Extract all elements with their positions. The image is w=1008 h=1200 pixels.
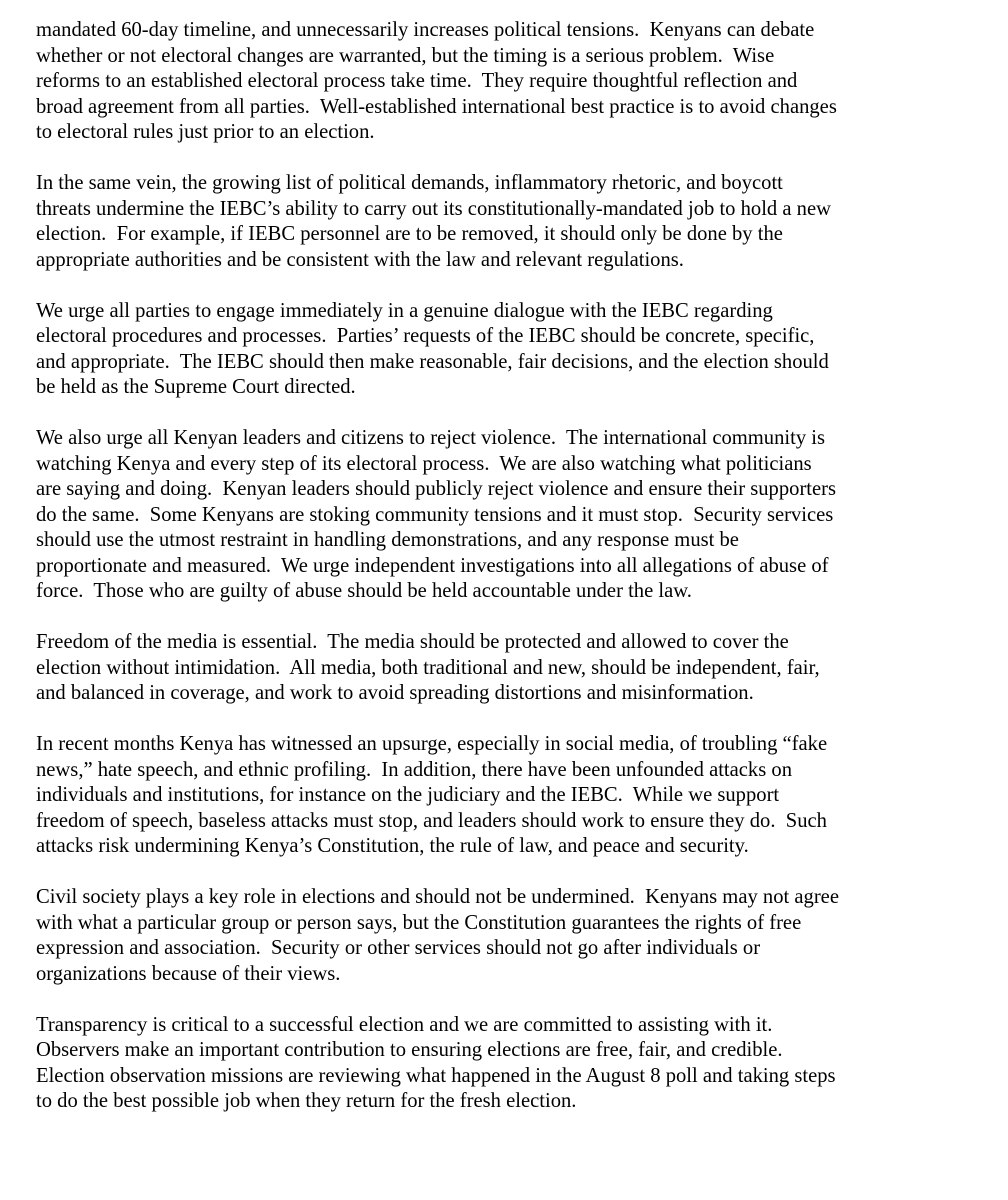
text-line: election. For example, if IEBC personnel are to be removed, it should only be done by the xyxy=(36,223,783,245)
text-line: We urge all parties to engage immediately in a genuine dialogue with the IEBC regarding xyxy=(36,299,773,322)
text-line: Transparency is critical to a successful election and we are committed to assisting with it. xyxy=(36,1013,773,1036)
text-line: force. Those who are guilty of abuse should be held accountable under the law. xyxy=(36,580,692,602)
document-page xyxy=(36,18,996,1115)
text-line: attacks risk undermining Kenya’s Constitution, the rule of law, and peace and security. xyxy=(36,835,749,857)
text-line: Freedom of the media is essential. The media should be protected and allowed to cover the xyxy=(36,631,789,653)
text-line: and balanced in coverage, and work to avoid spreading distortions and misinformation. xyxy=(36,682,754,704)
text-line: expression and association. Security or other services should not go after individuals or xyxy=(36,937,761,959)
paragraph-political-demands xyxy=(36,171,996,273)
text-line: reforms to an established electoral process take time. They require thoughtful reflection and xyxy=(36,70,798,92)
paragraph-transparency xyxy=(36,1013,996,1115)
text-line: In the same vein, the growing list of political demands, inflammatory rhetoric, and boycott xyxy=(36,172,783,194)
paragraph-gap xyxy=(36,707,996,733)
text-line: with what a particular group or person says, but the Constitution guarantees the rights of free xyxy=(36,911,802,934)
text-line: freedom of speech, baseless attacks must stop, and leaders should work to ensure they do. Such xyxy=(36,809,827,832)
text-line: Election observation missions are reviewing what happened in the August 8 poll and taking steps xyxy=(36,1064,836,1087)
paragraph-reject-violence xyxy=(36,426,996,605)
text-line: Civil society plays a key role in elections and should not be undermined. Kenyans may not agree xyxy=(36,886,839,908)
text-line: individuals and institutions, for instance on the judiciary and the IEBC. While we support xyxy=(36,784,780,806)
paragraph-gap xyxy=(36,401,996,427)
paragraph-civil-society xyxy=(36,885,996,987)
paragraph-dialogue xyxy=(36,299,996,401)
text-line: threats undermine the IEBC’s ability to carry out its constitutionally-mandated job to hold a new xyxy=(36,197,831,220)
paragraph-gap xyxy=(36,987,996,1013)
paragraph-fake-news xyxy=(36,732,996,860)
paragraph-media-freedom xyxy=(36,630,996,707)
text-line: We also urge all Kenyan leaders and citizens to reject violence. The international community is xyxy=(36,427,826,449)
paragraph-gap xyxy=(36,605,996,631)
text-line: In recent months Kenya has witnessed an upsurge, especially in social media, of troubling “fake xyxy=(36,733,828,755)
text-line: mandated 60-day timeline, and unnecessarily increases political tensions. Kenyans can debate xyxy=(36,19,815,41)
text-line: watching Kenya and every step of its electoral process. We are also watching what politicians xyxy=(36,452,812,475)
text-line: are saying and doing. Kenyan leaders should publicly reject violence and ensure their supporters xyxy=(36,478,837,500)
text-line: election without intimidation. All media, both traditional and new, should be independent, fair, xyxy=(36,656,820,679)
text-line: broad agreement from all parties. Well-established international best practice is to avoid changes xyxy=(36,95,837,118)
text-line: to do the best possible job when they return for the fresh election. xyxy=(36,1090,577,1112)
text-line: Observers make an important contribution to ensuring elections are free, fair, and credible. xyxy=(36,1039,783,1061)
text-line: electoral procedures and processes. Parties’ requests of the IEBC should be concrete, specific, xyxy=(36,325,815,347)
text-line: be held as the Supreme Court directed. xyxy=(36,376,356,398)
text-line: organizations because of their views. xyxy=(36,962,341,985)
text-line: proportionate and measured. We urge independent investigations into all allegations of abuse of xyxy=(36,554,829,577)
text-line: and appropriate. The IEBC should then make reasonable, fair decisions, and the election should xyxy=(36,350,829,373)
text-line: do the same. Some Kenyans are stoking community tensions and it must stop. Security services xyxy=(36,503,834,526)
text-line: to electoral rules just prior to an election. xyxy=(36,121,375,143)
text-line: whether or not electoral changes are warranted, but the timing is a serious problem. Wise xyxy=(36,44,775,67)
text-line: news,” hate speech, and ethnic profiling. In addition, there have been unfounded attacks on xyxy=(36,758,792,781)
paragraph-gap xyxy=(36,146,996,172)
paragraph-gap xyxy=(36,860,996,886)
paragraph-gap xyxy=(36,273,996,299)
text-line: should use the utmost restraint in handling demonstrations, and any response must be xyxy=(36,529,739,551)
paragraph-electoral-timing xyxy=(36,18,996,146)
text-line: appropriate authorities and be consistent with the law and relevant regulations. xyxy=(36,248,684,271)
